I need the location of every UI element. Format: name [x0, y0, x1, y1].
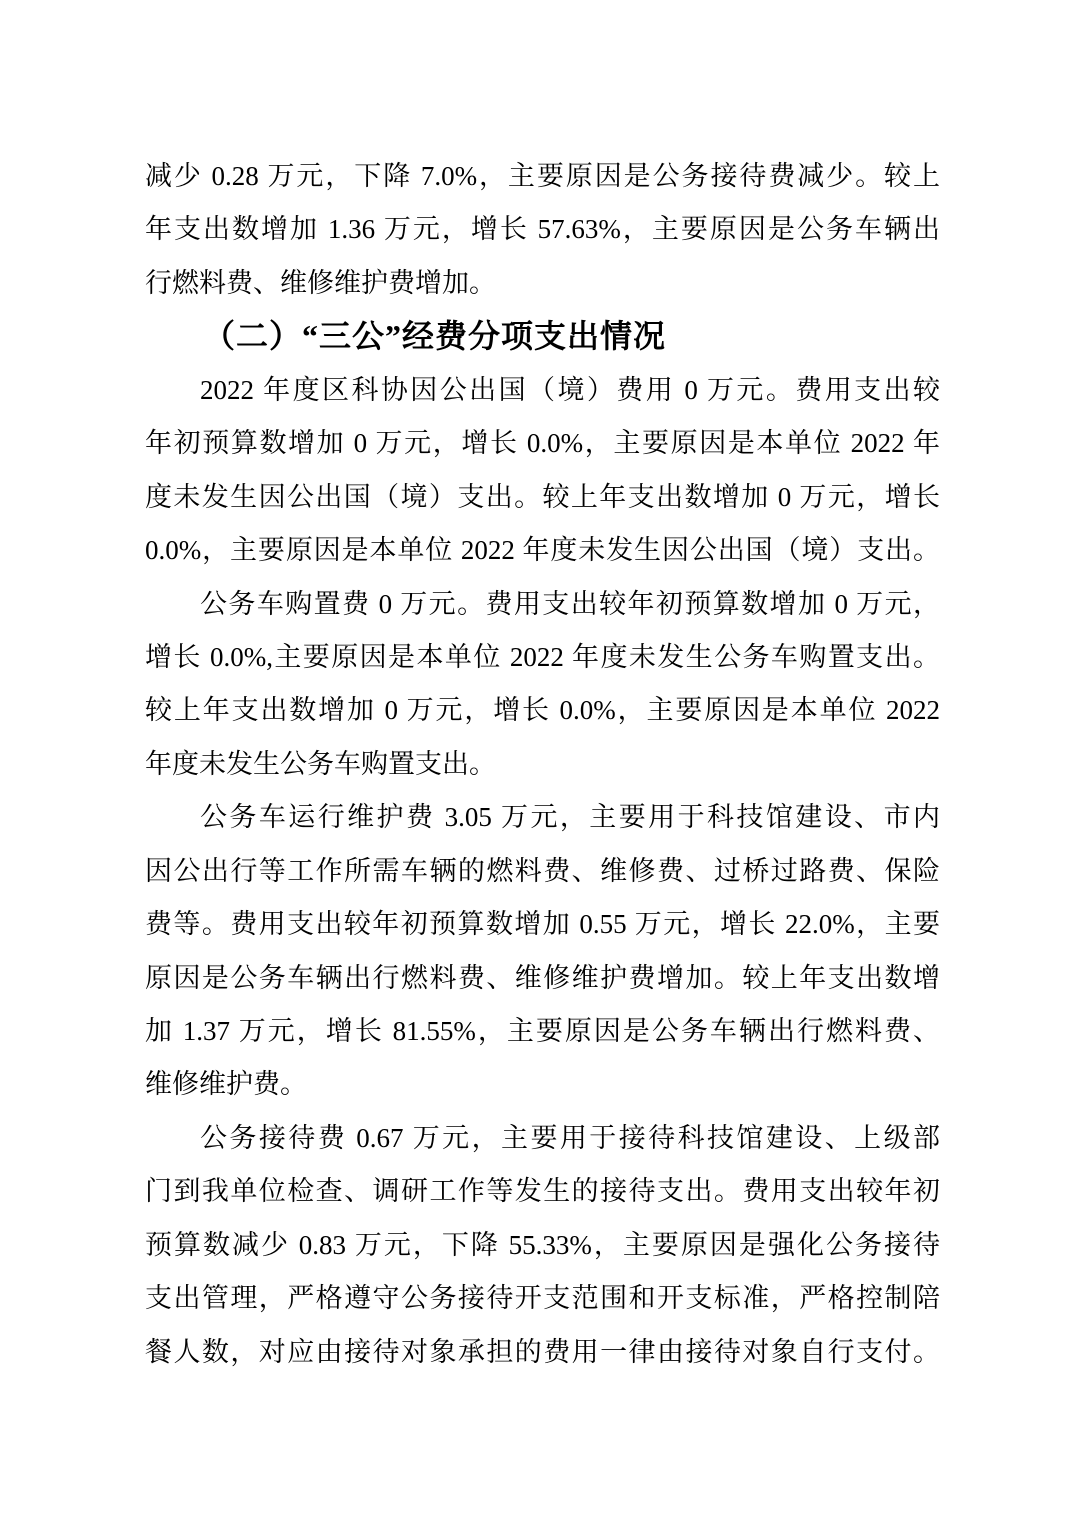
document-body — [145, 150, 940, 1379]
text-line: 增长 0.0%,主要原因是本单位 2022 年度未发生公务车购置支出。 — [145, 641, 940, 672]
text-line: 因公出行等工作所需车辆的燃料费、维修费、过桥过路费、保险 — [145, 855, 940, 886]
text-line: 门到我单位检查、调研工作等发生的接待支出。费用支出较年初 — [145, 1176, 940, 1207]
text-line: 年度未发生公务车购置支出。 — [145, 748, 496, 779]
text-line: 年初预算数增加 0 万元，增长 0.0%，主要原因是本单位 2022 年 — [145, 428, 940, 459]
text-line: 2022 年度区科协因公出国（境）费用 0 万元。费用支出较 — [200, 374, 940, 405]
text-line: 度未发生因公出国（境）支出。较上年支出数增加 0 万元，增长 — [145, 481, 940, 512]
text-line: 维修维护费。 — [145, 1069, 307, 1100]
text-line: 原因是公务车辆出行燃料费、维修维护费增加。较上年支出数增 — [145, 962, 940, 993]
text-line: 预算数减少 0.83 万元，下降 55.33%，主要原因是强化公务接待 — [145, 1229, 940, 1260]
text-line: 餐人数，对应由接待对象承担的费用一律由接待对象自行支付。 — [145, 1336, 940, 1367]
text-line: 行燃料费、维修维护费增加。 — [145, 267, 496, 298]
text-line: 费等。费用支出较年初预算数增加 0.55 万元，增长 22.0%，主要 — [145, 909, 940, 940]
text-line: 减少 0.28 万元，下降 7.0%，主要原因是公务接待费减少。较上 — [145, 161, 940, 191]
text-line: 年支出数增加 1.36 万元，增长 57.63%，主要原因是公务车辆出 — [145, 214, 940, 245]
text-line: 较上年支出数增加 0 万元，增长 0.0%，主要原因是本单位 2022 — [145, 695, 940, 726]
text-line: 公务车购置费 0 万元。费用支出较年初预算数增加 0 万元， — [200, 588, 940, 619]
section-heading: （二）“三公”经费分项支出情况 — [203, 318, 667, 355]
text-line: 公务接待费 0.67 万元，主要用于接待科技馆建设、上级部 — [200, 1122, 940, 1153]
text-line: 0.0%，主要原因是本单位 2022 年度未发生因公出国（境）支出。 — [145, 535, 940, 566]
text-line: 支出管理，严格遵守公务接待开支范围和开支标准，严格控制陪 — [145, 1283, 940, 1314]
text-line: 公务车运行维护费 3.05 万元，主要用于科技馆建设、市内 — [200, 802, 940, 833]
text-line: 加 1.37 万元，增长 81.55%，主要原因是公务车辆出行燃料费、 — [145, 1016, 940, 1046]
